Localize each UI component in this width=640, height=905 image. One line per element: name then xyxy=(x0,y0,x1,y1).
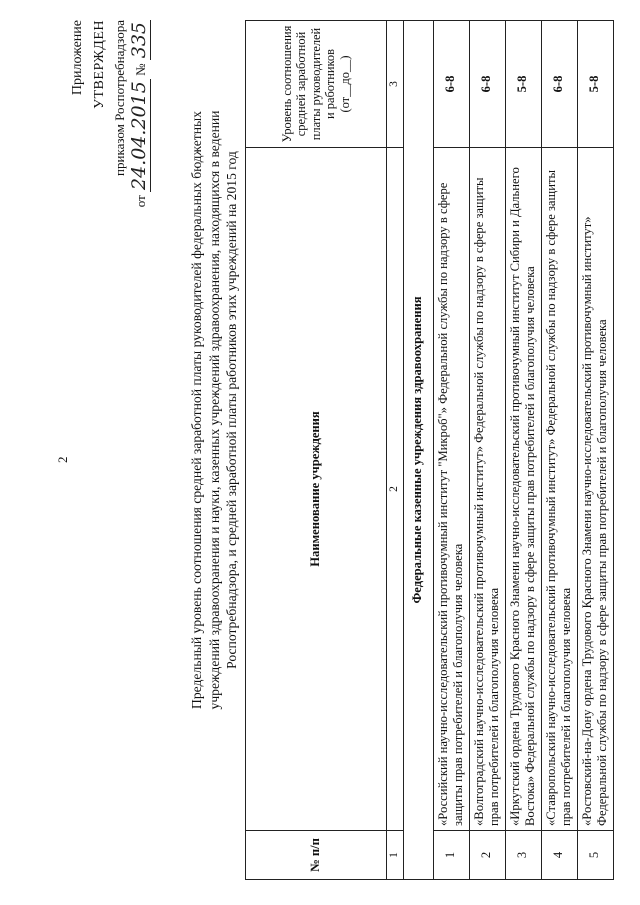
table-row xyxy=(577,21,613,880)
handwritten-date: 24.04.2015 xyxy=(128,81,150,190)
table-row xyxy=(433,21,469,880)
row-number: 2 xyxy=(469,831,505,880)
column-number: 1 xyxy=(387,831,404,880)
row-number: 1 xyxy=(433,831,469,880)
row-number: 4 xyxy=(541,831,577,880)
ratio-level: 6-8 xyxy=(469,21,505,148)
appendix-label: Приложение xyxy=(70,20,85,96)
approved-label: УТВЕРЖДЕН xyxy=(92,20,107,109)
column-header-level: Уровень соотношения средней заработной платы руководителей и работников (от__до__) xyxy=(246,21,387,148)
date-prefix: от xyxy=(133,195,148,208)
section-row xyxy=(403,21,433,880)
order-line: приказом Роспотребнадзора xyxy=(112,20,127,176)
handwritten-number: 335 xyxy=(128,22,150,59)
column-number: 3 xyxy=(387,21,404,148)
number-label: № xyxy=(133,63,148,76)
institutions-table xyxy=(245,20,614,880)
institution-name: «Ростовский-на-Дону ордена Трудового Красного Знамени научно-исследовательский противочумный институт» Федеральной службы по надзору в сфере защиты прав потребителей и благополучия человека xyxy=(577,148,613,831)
page-number: 2 xyxy=(55,456,70,463)
table-row xyxy=(469,21,505,880)
institution-name: «Волгоградский научно-исследовательский противочумный институт» Федеральной службы по надзору в сфере защиты прав потребителей и благополучия человека xyxy=(469,148,505,831)
ratio-level: 5-8 xyxy=(577,21,613,148)
column-header-name: Наименование учреждения xyxy=(246,148,387,831)
document-title: Предельный уровень соотношения средней заработной платы руководителей федеральных бюджетных учреждений здравоохранения и науки, казенных учреждений здравоохранения, находящихся в ведении Роспотребнадзора, и средней заработной платы работников этих учреждений на 2015 год xyxy=(189,110,239,710)
order-date-line xyxy=(128,20,151,207)
institution-name: «Иркутский ордена Трудового Красного Знамени научно-исследовательский противочумный институт Сибири и Дальнего Востока» Федеральной службы по надзору в сфере защиты прав потребителей и благополучия человека xyxy=(505,148,541,831)
ratio-level: 6-8 xyxy=(541,21,577,148)
ratio-level: 6-8 xyxy=(433,21,469,148)
ratio-level: 5-8 xyxy=(505,21,541,148)
row-number: 5 xyxy=(577,831,613,880)
section-title: Федеральные казенные учреждения здравоохранения xyxy=(403,21,433,880)
institution-name: «Ставропольский научно-исследовательский противочумный институт» Федеральной службы по надзору в сфере защиты прав потребителей и благополучия человека xyxy=(541,148,577,831)
row-number: 3 xyxy=(505,831,541,880)
column-number-row xyxy=(387,21,404,880)
table-row xyxy=(541,21,577,880)
institution-name: «Российский научно-исследовательский противочумный институт "Микроб"» Федеральной службы по надзору в сфере защиты прав потребителей и благополучия человека xyxy=(433,148,469,831)
table-row xyxy=(505,21,541,880)
column-header-num: № п/п xyxy=(246,831,387,880)
column-number: 2 xyxy=(387,148,404,831)
table-header-row xyxy=(246,21,387,880)
